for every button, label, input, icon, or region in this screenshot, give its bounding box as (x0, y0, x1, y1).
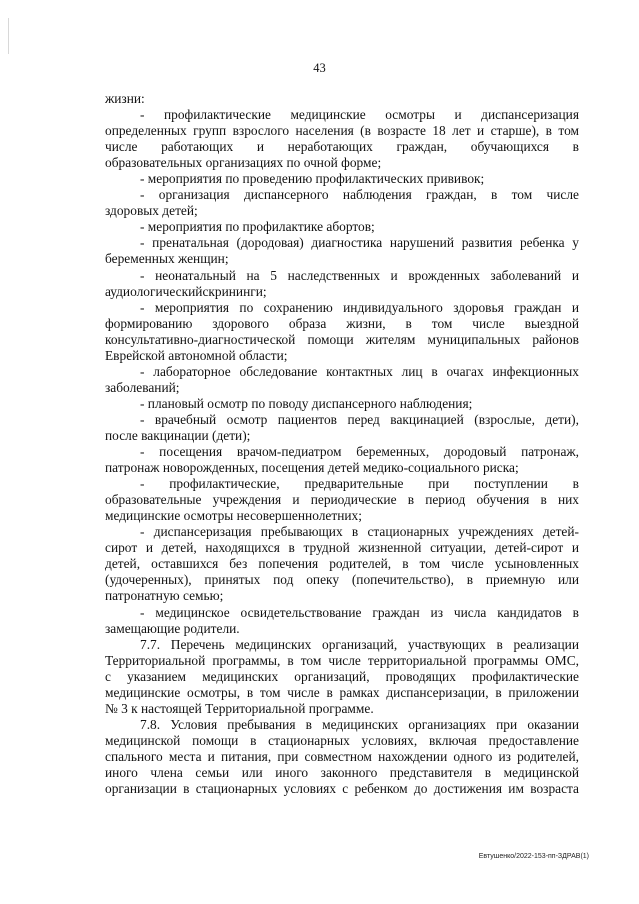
text-line: - пренатальная (дородовая) диагностика нарушений развития ребенка у (140, 235, 579, 251)
text-line: детей, оставшихся без попечения родителей, в том числе усыновленных (105, 556, 579, 572)
text-line: - медицинское освидетельствование граждан из числа кандидатов в (140, 604, 579, 620)
text-line: организации в стационарных условиях с ребенком до достижения им возраста (105, 781, 579, 797)
text-line: иного члена семьи или иного законного представителя в медицинской (105, 764, 579, 780)
text-line: здоровых детей; (105, 203, 198, 219)
text-line: после вакцинации (дети); (105, 427, 251, 443)
text-line: - профилактические, предварительные при поступлении в (140, 476, 579, 492)
text-line: числе работающих и неработающих граждан, обучающихся в (105, 139, 579, 155)
text-line: заболеваний; (105, 379, 180, 395)
text-line: - профилактические медицинские осмотры и диспансеризация (140, 107, 579, 123)
text-line: консультативно-диагностической помощи жителям муниципальных районов (105, 331, 579, 347)
text-line: - неонатальный на 5 наследственных и врожденных заболеваний и (140, 267, 579, 283)
text-line: беременных женщин; (105, 251, 229, 267)
text-line: медицинские осмотры, в том числе в рамках диспансеризации, в приложении (105, 684, 579, 700)
text-line: патронатную семью; (105, 588, 224, 604)
text-line: определенных групп взрослого населения (в возрасте 18 лет и старше), в том (105, 123, 579, 139)
text-line: - плановый осмотр по поводу диспансерного наблюдения; (140, 395, 473, 411)
text-line: Еврейской автономной области; (105, 347, 288, 363)
text-line: медицинские осмотры несовершеннолетних; (105, 508, 362, 524)
text-line: 7.8. Условия пребывания в медицинских организациях при оказании (140, 716, 579, 732)
text-line: - мероприятия по профилактике абортов; (140, 219, 375, 235)
footer-document-code: Евтушенко/2022-153-пп-ЗДРАВ(1) (478, 853, 589, 860)
text-line: аудиологическийскрининги; (105, 283, 267, 299)
text-line: (удочеренных), принятых под опеку (попечительство), в приемную или (105, 572, 579, 588)
text-line: - диспансеризация пребывающих в стационарных учреждениях детей- (140, 524, 579, 540)
text-line: - организация диспансерного наблюдения граждан, в том числе (140, 187, 579, 203)
text-line: формированию здорового образа жизни, в том числе выездной (105, 315, 579, 331)
text-line: патронаж новорожденных, посещения детей медико-социального риска; (105, 460, 519, 476)
text-line: жизни: (105, 91, 145, 106)
text-line: замещающие родители. (105, 620, 240, 636)
body-text (105, 91, 579, 797)
text-line: - врачебный осмотр пациентов перед вакцинацией (взрослые, дети), (140, 411, 579, 427)
text-line: Территориальной программы, в том числе территориальной программы ОМС, (105, 652, 579, 668)
text-line: с указанием медицинских организаций, проводящих профилактические (105, 668, 579, 684)
scan-edge-mark (8, 18, 9, 54)
text-line: образовательные учреждения и периодические в период обучения в них (105, 492, 579, 508)
text-line: спального места и питания, при совместном нахождении одного из родителей, (105, 748, 579, 764)
text-line: - мероприятия по сохранению индивидуального здоровья граждан и (140, 299, 579, 315)
text-line: образовательных организациях по очной форме; (105, 155, 382, 171)
text-line: медицинской помощи в стационарных условиях, включая предоставление (105, 732, 579, 748)
text-line: - лабораторное обследование контактных лиц в очагах инфекционных (140, 363, 579, 379)
text-line: - посещения врачом-педиатром беременных, дородовый патронаж, (140, 444, 579, 460)
text-line: 7.7. Перечень медицинских организаций, участвующих в реализации (140, 636, 579, 652)
page-number: 43 (313, 61, 326, 75)
text-line: сирот и детей, находящихся в трудной жизненной ситуации, детей-сирот и (105, 540, 579, 556)
text-line: № 3 к настоящей Территориальной программе. (105, 700, 374, 716)
text-line: - мероприятия по проведению профилактических прививок; (140, 171, 485, 187)
